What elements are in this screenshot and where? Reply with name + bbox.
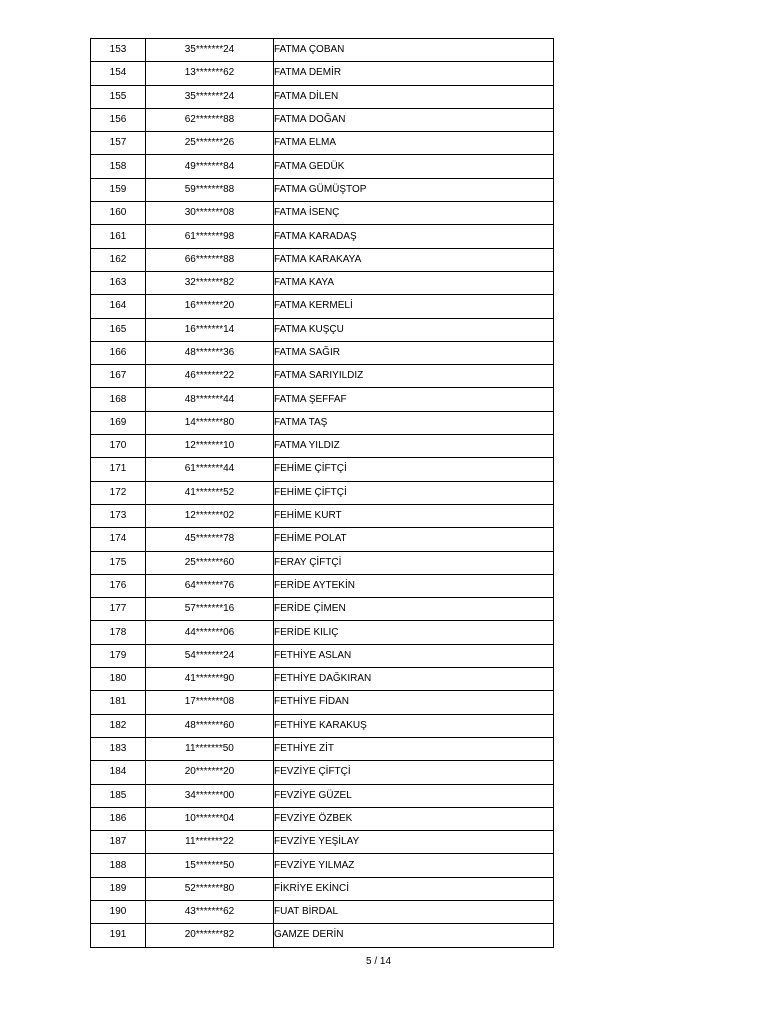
masked-id: 52*******80 [146,877,274,900]
person-name: FATMA DİLEN [274,85,554,108]
masked-id: 48*******44 [146,388,274,411]
table-row [91,761,554,784]
table-row [91,644,554,667]
person-name: FETHİYE ASLAN [274,644,554,667]
masked-id: 66*******88 [146,248,274,271]
table-row [91,784,554,807]
table-row [91,435,554,458]
masked-id: 30*******08 [146,202,274,225]
person-name: FEHİME ÇİFTÇİ [274,481,554,504]
table-row [91,225,554,248]
masked-id: 32*******82 [146,271,274,294]
table-row [91,178,554,201]
table-row [91,737,554,760]
row-number: 157 [91,132,146,155]
person-name: FATMA ELMA [274,132,554,155]
table-row [91,831,554,854]
row-number: 186 [91,807,146,830]
table-row [91,411,554,434]
row-number: 174 [91,528,146,551]
row-number: 167 [91,365,146,388]
table-row [91,877,554,900]
row-number: 153 [91,39,146,62]
row-number: 163 [91,271,146,294]
person-name: FETHİYE FİDAN [274,691,554,714]
person-name: FATMA KUŞÇU [274,318,554,341]
masked-id: 41*******90 [146,668,274,691]
masked-id: 17*******08 [146,691,274,714]
table-body [91,39,554,948]
table-row [91,621,554,644]
table-row [91,900,554,923]
table-row [91,551,554,574]
row-number: 191 [91,924,146,947]
table-row [91,458,554,481]
name-list-table [90,38,554,948]
table-row [91,854,554,877]
row-number: 156 [91,108,146,131]
row-number: 182 [91,714,146,737]
row-number: 189 [91,877,146,900]
row-number: 179 [91,644,146,667]
row-number: 176 [91,574,146,597]
table-row [91,108,554,131]
table-row [91,62,554,85]
table-row [91,202,554,225]
row-number: 180 [91,668,146,691]
masked-id: 57*******16 [146,598,274,621]
masked-id: 11*******50 [146,737,274,760]
person-name: FEVZİYE ÇİFTÇİ [274,761,554,784]
person-name: FERİDE ÇİMEN [274,598,554,621]
person-name: FEVZİYE ÖZBEK [274,807,554,830]
masked-id: 43*******62 [146,900,274,923]
table-row [91,924,554,947]
masked-id: 15*******50 [146,854,274,877]
row-number: 178 [91,621,146,644]
person-name: FATMA ÇOBAN [274,39,554,62]
row-number: 177 [91,598,146,621]
person-name: FATMA GEDÜK [274,155,554,178]
person-name: FETHİYE KARAKUŞ [274,714,554,737]
table-row [91,85,554,108]
masked-id: 11*******22 [146,831,274,854]
row-number: 171 [91,458,146,481]
person-name: FERAY ÇİFTÇİ [274,551,554,574]
person-name: FERİDE AYTEKİN [274,574,554,597]
masked-id: 14*******80 [146,411,274,434]
masked-id: 59*******88 [146,178,274,201]
masked-id: 61*******44 [146,458,274,481]
person-name: GAMZE DERİN [274,924,554,947]
row-number: 161 [91,225,146,248]
row-number: 154 [91,62,146,85]
person-name: FEHİME POLAT [274,528,554,551]
row-number: 170 [91,435,146,458]
masked-id: 41*******52 [146,481,274,504]
table-row [91,504,554,527]
masked-id: 34*******00 [146,784,274,807]
masked-id: 20*******20 [146,761,274,784]
table-row [91,365,554,388]
table-row [91,691,554,714]
person-name: FATMA KARAKAYA [274,248,554,271]
table-row [91,341,554,364]
person-name: FATMA TAŞ [274,411,554,434]
row-number: 188 [91,854,146,877]
table-row [91,388,554,411]
row-number: 187 [91,831,146,854]
table-row [91,271,554,294]
table-row [91,318,554,341]
table-row [91,39,554,62]
person-name: FATMA YILDIZ [274,435,554,458]
row-number: 158 [91,155,146,178]
row-number: 159 [91,178,146,201]
table-row [91,668,554,691]
row-number: 172 [91,481,146,504]
person-name: FUAT BİRDAL [274,900,554,923]
person-name: FEHİME ÇİFTÇİ [274,458,554,481]
masked-id: 16*******14 [146,318,274,341]
masked-id: 12*******10 [146,435,274,458]
row-number: 183 [91,737,146,760]
person-name: FATMA KERMELİ [274,295,554,318]
person-name: FEVZİYE GÜZEL [274,784,554,807]
table-row [91,528,554,551]
person-name: FATMA ŞEFFAF [274,388,554,411]
row-number: 168 [91,388,146,411]
person-name: FİKRİYE EKİNCİ [274,877,554,900]
row-number: 184 [91,761,146,784]
row-number: 164 [91,295,146,318]
person-name: FATMA İSENÇ [274,202,554,225]
person-name: FATMA SARIYILDIZ [274,365,554,388]
row-number: 162 [91,248,146,271]
person-name: FATMA SAĞIR [274,341,554,364]
masked-id: 44*******06 [146,621,274,644]
masked-id: 16*******20 [146,295,274,318]
masked-id: 61*******98 [146,225,274,248]
masked-id: 10*******04 [146,807,274,830]
table-row [91,248,554,271]
page-number: 5 / 14 [366,956,392,967]
person-name: FATMA GÜMÜŞTOP [274,178,554,201]
row-number: 190 [91,900,146,923]
person-name: FATMA KAYA [274,271,554,294]
table-row [91,295,554,318]
row-number: 166 [91,341,146,364]
row-number: 165 [91,318,146,341]
person-name: FATMA DEMİR [274,62,554,85]
table-row [91,598,554,621]
table-row [91,132,554,155]
table-row [91,481,554,504]
masked-id: 12*******02 [146,504,274,527]
masked-id: 13*******62 [146,62,274,85]
row-number: 175 [91,551,146,574]
table-row [91,155,554,178]
masked-id: 45*******78 [146,528,274,551]
masked-id: 64*******76 [146,574,274,597]
masked-id: 54*******24 [146,644,274,667]
masked-id: 48*******60 [146,714,274,737]
person-name: FEVZİYE YEŞİLAY [274,831,554,854]
person-name: FERİDE KILIÇ [274,621,554,644]
person-name: FATMA KARADAŞ [274,225,554,248]
masked-id: 20*******82 [146,924,274,947]
row-number: 173 [91,504,146,527]
row-number: 185 [91,784,146,807]
row-number: 169 [91,411,146,434]
table-row [91,807,554,830]
masked-id: 25*******60 [146,551,274,574]
person-name: FETHİYE ZİT [274,737,554,760]
masked-id: 35*******24 [146,85,274,108]
person-name: FEHİME KURT [274,504,554,527]
person-name: FATMA DOĞAN [274,108,554,131]
person-name: FEVZİYE YILMAZ [274,854,554,877]
masked-id: 48*******36 [146,341,274,364]
row-number: 160 [91,202,146,225]
masked-id: 35*******24 [146,39,274,62]
masked-id: 25*******26 [146,132,274,155]
masked-id: 46*******22 [146,365,274,388]
person-name: FETHİYE DAĞKIRAN [274,668,554,691]
table-row [91,714,554,737]
row-number: 155 [91,85,146,108]
row-number: 181 [91,691,146,714]
masked-id: 49*******84 [146,155,274,178]
masked-id: 62*******88 [146,108,274,131]
table-row [91,574,554,597]
